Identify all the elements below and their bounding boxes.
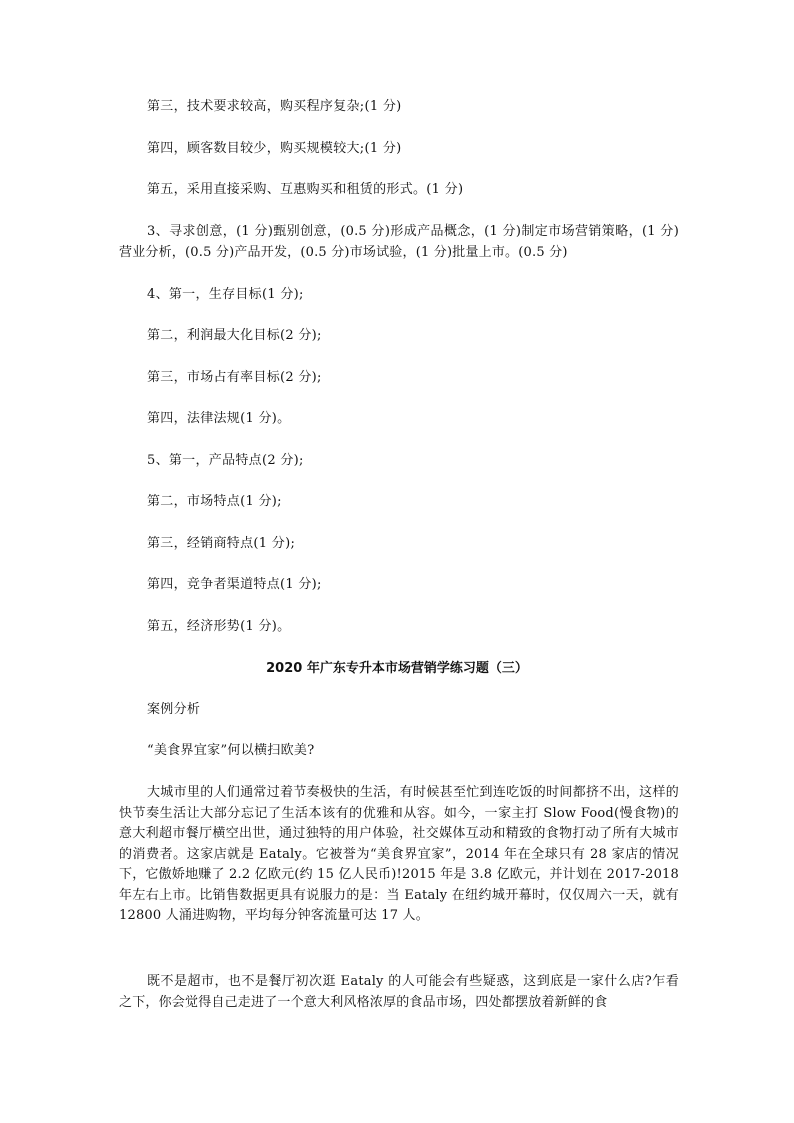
answer-line: 5、第一，产品特点(2 分);: [147, 453, 304, 468]
answer-line: 第三，市场占有率目标(2 分);: [147, 370, 322, 385]
answer-line: 第二，市场特点(1 分);: [147, 494, 282, 509]
answer-line: 第三，经销商特点(1 分);: [147, 536, 296, 551]
answer-line: 第五，经济形势(1 分)。: [147, 619, 291, 634]
section-title: 2020 年广东专升本市场营销学练习题（三）: [266, 661, 528, 676]
answer-line: 第四，顾客数目较少，购买规模较大;(1 分): [147, 141, 402, 156]
answer-line: 4、第一，生存目标(1 分);: [147, 287, 304, 302]
case-title: “美食界宜家”何以横扫欧美?: [147, 743, 315, 758]
answer-line: 第四，法律法规(1 分)。: [147, 411, 291, 426]
answer-line: 第四，竞争者渠道特点(1 分);: [147, 577, 322, 592]
answer-paragraph: 3、寻求创意，(1 分)甄别创意，(0.5 分)形成产品概念，(1 分)制定市场营销策略，(1 分)营业分析，(0.5 分)产品开发，(0.5 分)市场试验，(1 分)批量上市。(0.5 分): [119, 224, 679, 260]
answer-line: 第二，利润最大化目标(2 分);: [147, 328, 322, 343]
answer-line: 第三，技术要求较高，购买程序复杂;(1 分): [147, 99, 402, 114]
case-paragraph: 既不是超市，也不是餐厅初次逛 Eataly 的人可能会有些疑惑，这到底是一家什么店?乍看之下，你会觉得自己走进了一个意大利风格浓厚的食品市场，四处都摆放着新鲜的食: [119, 974, 679, 1010]
case-label: 案例分析: [147, 702, 201, 717]
answer-line: 第五，采用直接采购、互惠购买和租赁的形式。(1 分): [147, 182, 464, 197]
case-paragraph: 大城市里的人们通常过着节奏极快的生活，有时候甚至忙到连吃饭的时间都挤不出，这样的快节奏生活让大部分忘记了生活本该有的优雅和从容。如今，一家主打 Slow Food(慢食物)的意大利超市餐厅横空出世，通过独特的用户体验，社交媒体互动和精致的食物打动了所有大城市的消费者。这家店就是 Eataly。它被誉为“美食界宜家”，2014 年在全球只有 28 家店的情况下，它傲娇地赚了 2.2 亿欧元(约 15 亿人民币)!2015 年是 3.8 亿欧元，并计划在 2017-2018 年左右上市。比销售数据更具有说服力的是：当 Eataly 在纽约城开幕时，仅仅周六一天，就有 12800 人涌进购物，平均每分钟客流量可达 17 人。: [119, 785, 679, 923]
